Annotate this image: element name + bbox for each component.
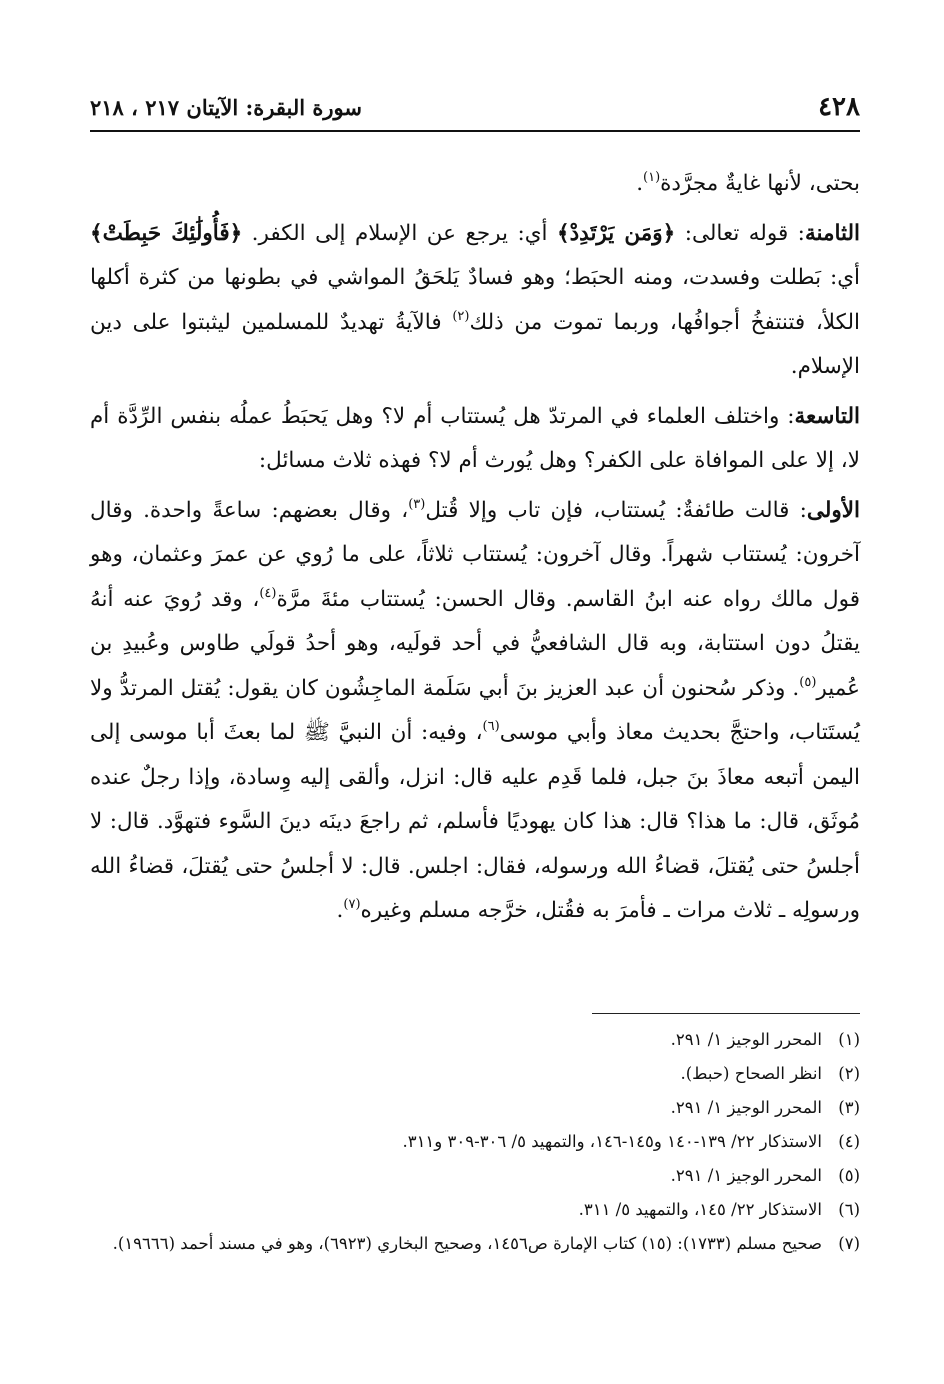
quran-quote: ﴿فَأُولَٰئِكَ حَبِطَتْ﴾ <box>90 220 243 246</box>
footnote-text: المحرر الوجيز ١/ ٢٩١. <box>670 1098 822 1117</box>
footnote-ref: (١) <box>643 170 661 185</box>
paragraph-text: بحتى، لأنها غايةٌ مجرَّدة <box>660 171 860 196</box>
paragraph-text: : قالت طائفةٌ: يُستتاب، فإن تاب وإلا قُتل <box>425 497 807 523</box>
running-title: سورة البقرة: الآيتان ٢١٧ ، ٢١٨ <box>90 95 362 120</box>
footnote-text: المحرر الوجيز ١/ ٢٩١. <box>670 1166 822 1185</box>
footnote-text: الاستذكار ٢٢/ ١٤٥، والتمهيد ٥/ ٣١١. <box>578 1200 822 1219</box>
book-page <box>90 90 860 1350</box>
paragraph-text: فالآيةُ تهديدٌ للمسلمين ليثبتوا على دين الإسلام. <box>90 309 860 379</box>
footnote-number: (١) <box>838 1030 860 1049</box>
footnote-number: (٢) <box>838 1064 860 1083</box>
paragraph-lead: التاسعة <box>794 403 860 429</box>
footnote-separator <box>592 1013 860 1014</box>
footnote-text: المحرر الوجيز ١/ ٢٩١. <box>670 1030 822 1049</box>
page-number: ٤٢٨ <box>818 92 860 122</box>
footnote-text: صحيح مسلم (١٧٣٣): (١٥) كتاب الإمارة ص١٤٥٦، وصحيح البخاري (٦٩٢٣)، وهو في مسند أحمد (١٩٦٦٦). <box>112 1234 822 1253</box>
paragraph-1 <box>90 162 860 207</box>
footnote-ref: (٥) <box>799 674 817 690</box>
footnote-ref: (٧) <box>343 897 361 912</box>
footnote-item <box>90 1091 860 1125</box>
paragraph-first <box>90 489 860 934</box>
paragraph-text: . وذكر سُحنون أن عبد العزيز بنَ أبي سَلَمة الماجِشُون كان يقول: يُقتل المرتدُّ ولا يُستَتاب، واحتجَّ بحديث معاذ وأبي موسى <box>90 675 860 745</box>
main-text <box>90 162 860 934</box>
footnote-number: (٦) <box>838 1200 860 1219</box>
paragraph-text: ، وقال بعضهم: ساعةً واحدة. وقال آخرون: يُستتاب شهراً. وقال آخرون: يُستتاب ثلاثاً، على ما رُوي عن عمرَ وعثمان، وهو قول مالك رواه عنه ابنُ القاسم. وقال الحسن: يُستتاب مئةَ مرَّة <box>90 497 860 612</box>
footnote-ref: (٦) <box>482 719 500 734</box>
footnote-number: (٧) <box>838 1234 860 1253</box>
footnote-item <box>90 1159 860 1193</box>
footnote-ref: (٣) <box>408 496 426 512</box>
paragraph-text: . <box>636 171 644 196</box>
paragraph-lead: الأولى <box>806 497 860 523</box>
paragraph-text: . <box>336 898 344 923</box>
paragraph-text: ، وفيه: أن النبيَّ ﷺ لما بعثَ أبا موسى إلى اليمن أتبعه معاذَ بنَ جبل، فلما قَدِم عليه قال: انزل، وألقى إليه وِسادة، وإذا رجلٌ عنده مُوثَق، قال: ما هذا؟ قال: هذا كان يهوديًا فأسلم، ثم راجعَ دينَه دينَ السَّوء فتهوَّد. قال: لا أجلسُ حتى يُقتلَ، قضاءُ الله ورسوله، فقال: اجلس. قال: لا أجلسُ حتى يُقتلَ، قضاءُ الله ورسولِه ـ ثلاث مرات ـ فأمرَ به فقُتل، خرَّجه مسلم وغيره <box>90 720 860 923</box>
paragraph-text: : واختلف العلماء في المرتدّ هل يُستتاب أم لا؟ وهل يَحبَطُ عملُه بنفس الرِّدَّة أم لا، إلا على الموافاة على الكفر؟ وهل يُورث أم لا؟ فهذه ثلاث مسائل: <box>90 403 860 473</box>
paragraph-lead: الثامنة <box>804 220 861 246</box>
footnote-item <box>90 1023 860 1057</box>
paragraph-text: ، وقد رُويَ عنه أنهُ يقتلُ دون استتابة، وبه قال الشافعيُّ في أحد قولَيه، وهو أحدُ قولَي طاوس وعُبيدِ بن عُمير <box>90 586 860 701</box>
footnote-ref: (٤) <box>259 585 277 601</box>
footnotes <box>90 1023 860 1261</box>
footnote-text: الاستذكار ٢٢/ ١٣٩-١٤٠ و١٤٥-١٤٦، والتمهيد ٥/ ٣٠٦-٣٠٩ و٣١١. <box>402 1132 822 1151</box>
quran-quote: ﴿وَمَن يَرْتَدِدْ﴾ <box>556 220 676 246</box>
page-header <box>90 90 860 132</box>
footnote-number: (٥) <box>838 1166 860 1185</box>
paragraph-ninth <box>90 395 860 484</box>
footnote-item <box>90 1193 860 1227</box>
footnote-item <box>90 1227 860 1261</box>
footnote-item <box>90 1125 860 1159</box>
paragraph-eighth <box>90 212 860 390</box>
paragraph-text: أي: يرجع عن الإسلام إلى الكفر. <box>242 220 557 246</box>
paragraph-text: أي: بَطلت وفسدت، ومنه الحبَط؛ وهو فسادٌ يَلحَقُ المواشي في بطونها من كثرة أكلها الكلأ، فتنتفخُ أجوافُها، وربما تموت من ذلك <box>90 265 860 335</box>
footnote-number: (٣) <box>838 1098 860 1117</box>
footnote-item <box>90 1057 860 1091</box>
paragraph-text: : قوله تعالى: <box>675 220 805 246</box>
footnote-ref: (٢) <box>452 308 470 324</box>
footnote-text: انظر الصحاح (حبط). <box>680 1064 822 1083</box>
footnote-number: (٤) <box>838 1132 860 1151</box>
